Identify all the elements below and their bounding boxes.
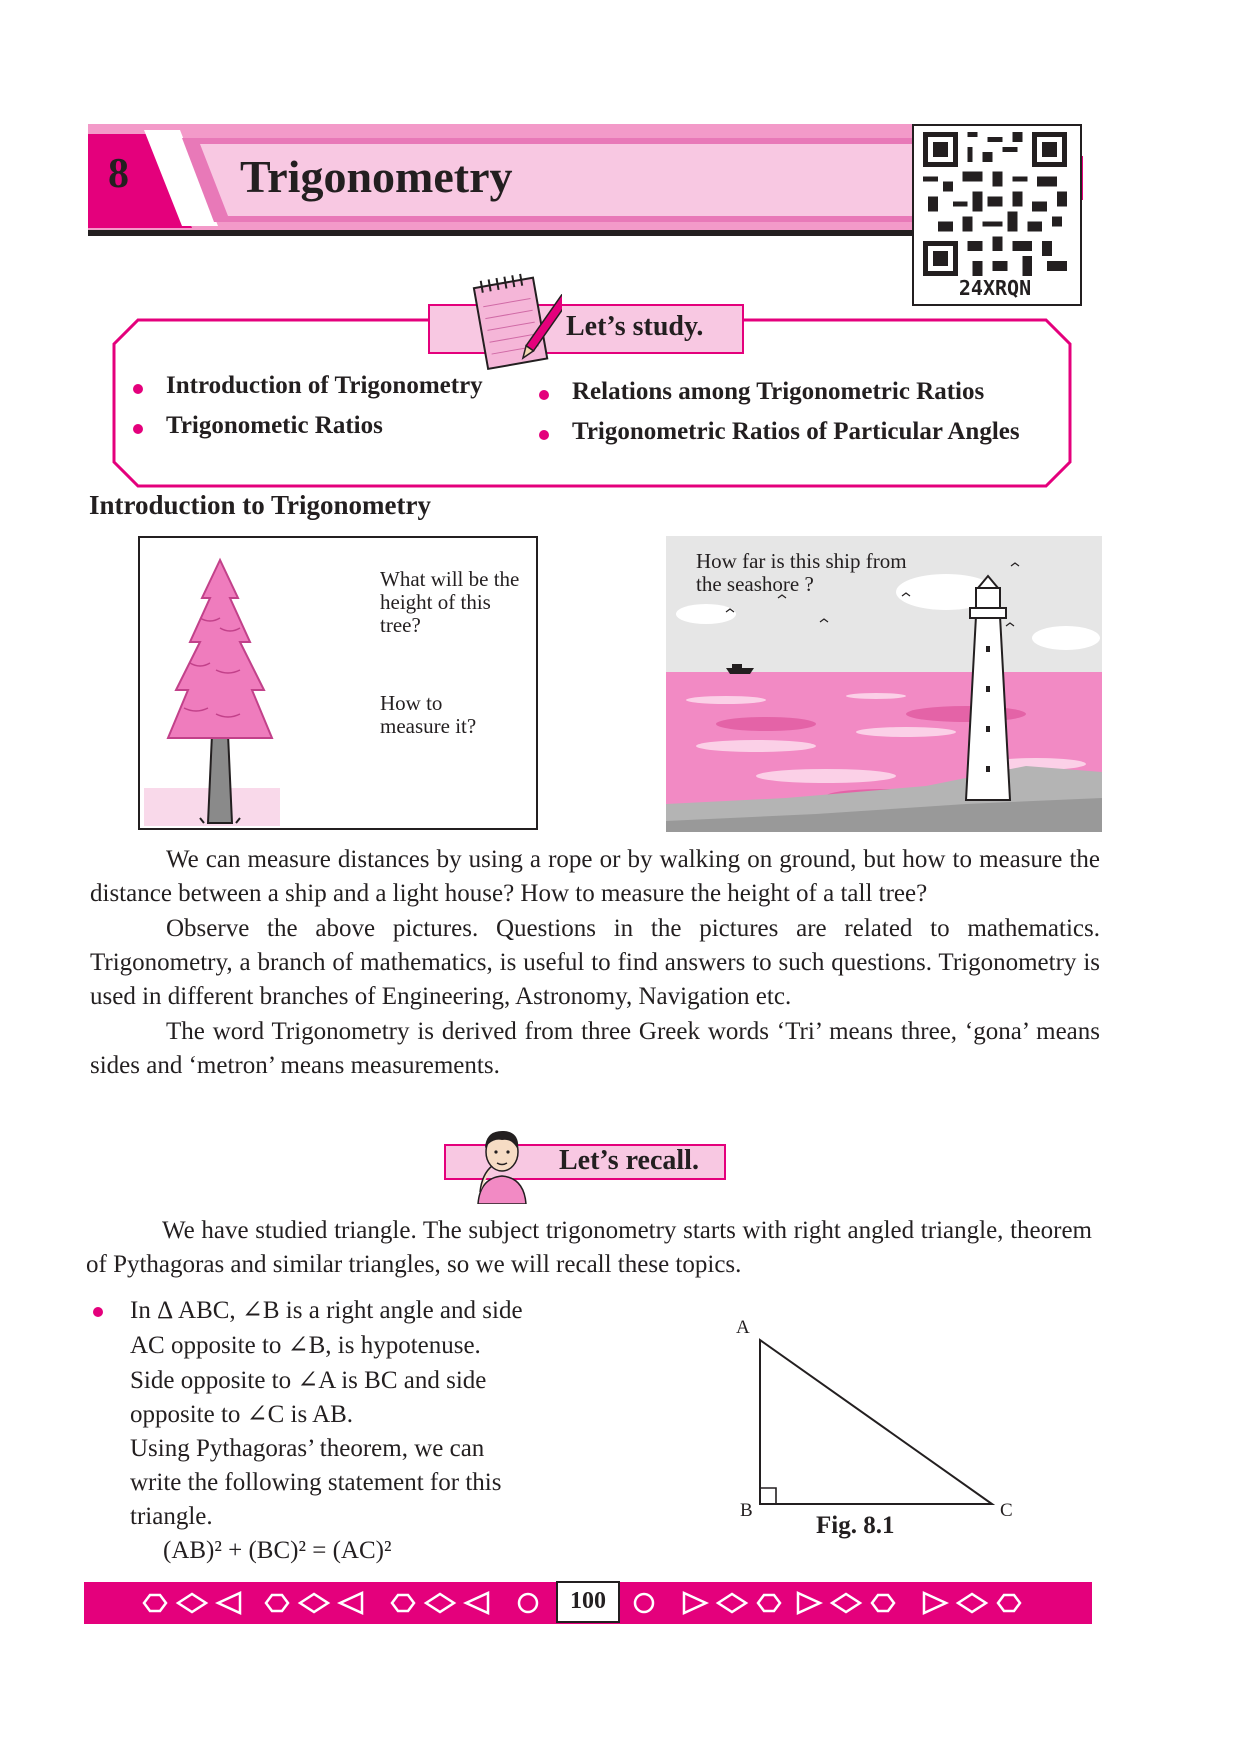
notepad-icon xyxy=(462,270,562,372)
right-triangle-figure xyxy=(730,1318,1030,1528)
intro-paragraph-3: The word Trigonometry is derived from three Greek words ‘Tri’ means three, ‘gona’ means sides and ‘metron’ means measurements. xyxy=(90,1018,1100,1079)
intro-paragraph-1: We can measure distances by using a rope or by walking on ground, but how to measure the distance between a ship and a light house? How to measure the height of a tall tree? xyxy=(90,846,1100,907)
bullet-icon xyxy=(133,424,143,434)
lets-study-label: Let’s study. xyxy=(566,311,704,342)
qr-code-label: 24XRQN xyxy=(958,276,1032,300)
triangle-text-line-2: AC opposite to ∠B, is hypotenuse. xyxy=(130,1332,481,1359)
lighthouse-picture xyxy=(666,536,1102,832)
vertex-label-b: B xyxy=(740,1500,753,1521)
triangle-text-line-4: opposite to ∠C is AB. xyxy=(130,1401,354,1428)
vertex-label-a: A xyxy=(736,1317,750,1338)
study-item-introduction: Introduction of Trigonometry xyxy=(166,372,483,399)
triangle-text-line-3: Side opposite to ∠A is BC and side xyxy=(130,1367,487,1394)
sea-question: How far is this ship from the seashore ? xyxy=(696,549,907,596)
footer-decoration-right xyxy=(632,1588,1032,1618)
triangle-text-line-1: In Δ ABC, ∠B is a right angle and side xyxy=(130,1297,523,1324)
bullet-icon xyxy=(133,384,143,394)
study-item-ratios: Trigonometic Ratios xyxy=(166,412,383,439)
bullet-icon xyxy=(93,1307,103,1317)
triangle-text-line-6: write the following statement for this xyxy=(130,1469,502,1496)
bullet-icon xyxy=(539,430,549,440)
triangle-text-line-7: triangle. xyxy=(130,1503,213,1530)
bullet-icon xyxy=(539,390,549,400)
footer-decoration-left xyxy=(140,1588,540,1618)
page-number: 100 xyxy=(570,1588,606,1614)
section-heading: Introduction to Trigonometry xyxy=(89,490,431,520)
tree-question-measure: How to measure it? xyxy=(380,691,477,738)
thinking-boy-icon xyxy=(472,1122,532,1204)
chapter-title: Trigonometry xyxy=(240,151,513,202)
study-item-particular-angles: Trigonometric Ratios of Particular Angles xyxy=(572,418,1020,445)
qr-code-icon xyxy=(922,132,1068,276)
lets-recall-label: Let’s recall. xyxy=(559,1145,699,1176)
triangle-text-line-5: Using Pythagoras’ theorem, we can xyxy=(130,1435,485,1462)
intro-paragraph-2: Observe the above pictures. Questions in the pictures are related to mathematics. Trigonometry, a branch of mathematics, is useful to find answers to such questions. Trigonometry is used in different branches of Engineering, Astronomy, Navigation etc. xyxy=(90,915,1100,1010)
pythagoras-equation: (AB)² + (BC)² = (AC)² xyxy=(163,1537,392,1564)
vertex-label-c: C xyxy=(1000,1500,1013,1521)
figure-caption: Fig. 8.1 xyxy=(816,1512,895,1539)
chapter-number: 8 xyxy=(108,151,129,197)
study-item-relations: Relations among Trigonometric Ratios xyxy=(572,378,985,405)
tree-picture xyxy=(138,536,538,830)
tree-question-height: What will be the height of this tree? xyxy=(380,567,520,637)
recall-paragraph: We have studied triangle. The subject trigonometry starts with right angled triangle, theorem of Pythagoras and similar triangles, so we will recall these topics. xyxy=(86,1217,1092,1278)
